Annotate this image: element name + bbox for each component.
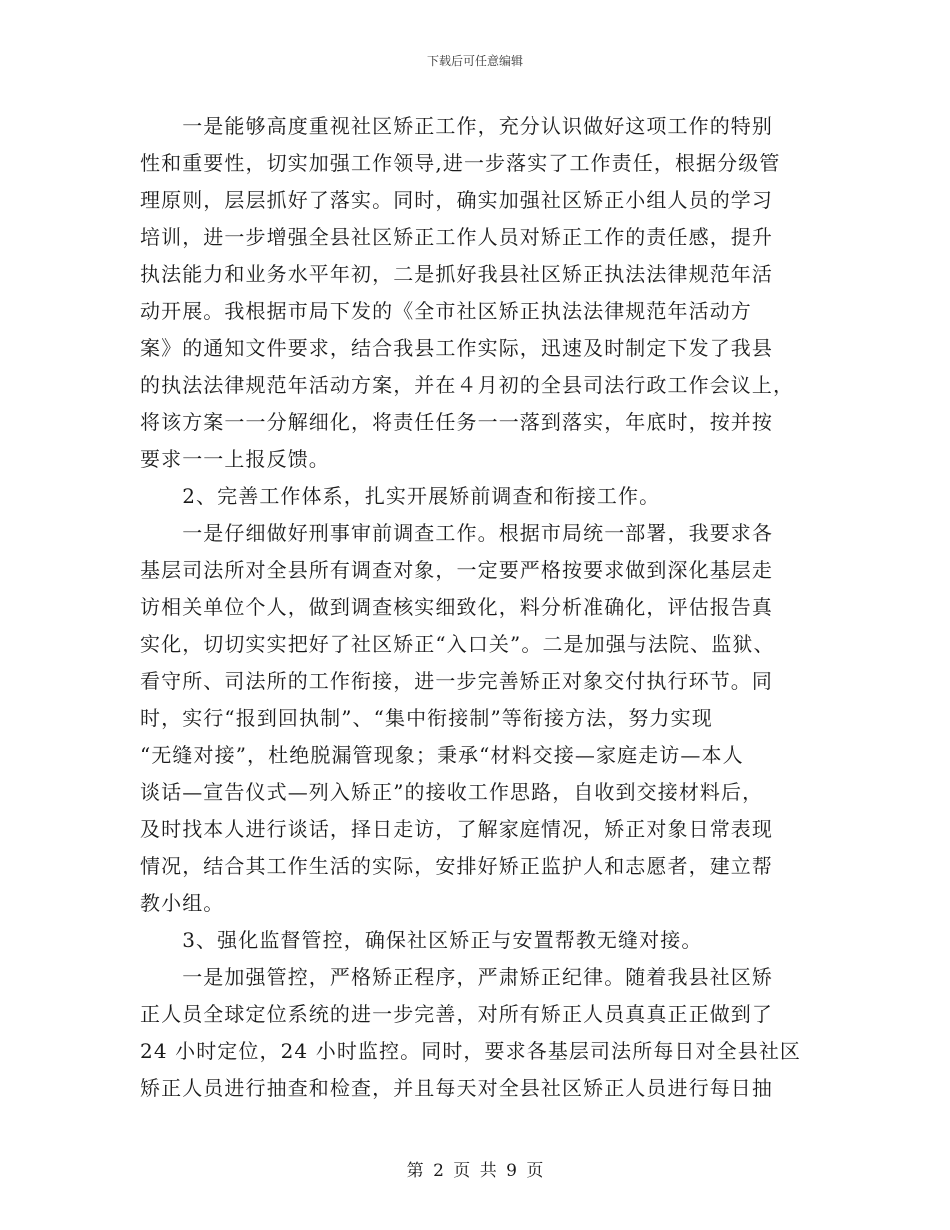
- text-line: 教小组。: [140, 891, 225, 915]
- text-line: 一是能够高度重视社区矫正工作，充分认识做好这项工作的特别: [140, 114, 773, 138]
- text-line: 理原则，层层抓好了落实。同时，确实加强社区矫正小组人员的学习: [140, 188, 773, 212]
- text-line: 24 小时定位，24 小时监控。同时，要求各基层司法所每日对全县社区: [140, 1039, 802, 1063]
- text-line: 访相关单位个人，做到调查核实细致化，料分析准确化，评估报告真: [140, 595, 773, 619]
- text-line: 正人员全球定位系统的进一步完善，对所有矫正人员真真正正做到了: [140, 1002, 773, 1026]
- text-line: 的执法法律规范年活动方案，并在４月初的全县司法行政工作会议上，: [140, 373, 795, 397]
- text-line: 谈话—宣告仪式—列入矫正”的接收工作思路，自收到交接材料后，: [140, 780, 764, 804]
- text-line: 及时找本人进行谈话，择日走访，了解家庭情况，矫正对象日常表现: [140, 817, 773, 841]
- text-line: “无缝对接”，杜绝脱漏管现象；秉承“材料交接—家庭走访—本人: [140, 743, 744, 767]
- page-header: 下载后可任意编辑: [426, 54, 523, 68]
- text-line: 矫正人员进行抽查和检查，并且每天对全县社区矫正人员进行每日抽: [140, 1076, 773, 1100]
- text-line: 情况，结合其工作生活的实际，安排好矫正监护人和志愿者，建立帮: [140, 854, 773, 878]
- text-line: 要求一一上报反馈。: [140, 447, 330, 471]
- section-heading: 3、强化监督管控，确保社区矫正与安置帮教无缝对接。: [140, 928, 703, 952]
- text-line: 实化，切切实实把好了社区矫正“入口关”。二是加强与法院、监狱、: [140, 632, 775, 656]
- text-line: 一是仔细做好刑事审前调查工作。根据市局统一部署，我要求各: [140, 521, 773, 545]
- text-line: 将该方案一一分解细化，将责任任务一一落到落实，年底时，按并按: [140, 410, 773, 434]
- body-text: [140, 108, 808, 1107]
- text-line: 一是加强管控，严格矫正程序，严肃矫正纪律。随着我县社区矫: [140, 965, 773, 989]
- text-line: 性和重要性，切实加强工作领导,进一步落实了工作责任，根据分级管: [140, 151, 781, 175]
- text-line: 案》的通知文件要求，结合我县工作实际，迅速及时制定下发了我县: [140, 336, 773, 360]
- text-line: 看守所、司法所的工作衔接，进一步完善矫正对象交付执行环节。同: [140, 669, 773, 693]
- text-line: 执法能力和业务水平年初，二是抓好我县社区矫正执法法律规范年活: [140, 262, 773, 286]
- page-footer: 第 2 页 共 9 页: [406, 1161, 544, 1181]
- text-line: 时，实行“报到回执制”、“集中衔接制”等衔接方法，努力实现: [140, 706, 713, 730]
- text-line: 动开展。我根据市局下发的《全市社区矫正执法法律规范年活动方: [140, 299, 752, 323]
- section-heading: 2、完善工作体系，扎实开展矫前调查和衔接工作。: [140, 484, 661, 508]
- text-line: 培训，进一步增强全县社区矫正工作人员对矫正工作的责任感，提升: [140, 225, 773, 249]
- text-line: 基层司法所对全县所有调查对象，一定要严格按要求做到深化基层走: [140, 558, 773, 582]
